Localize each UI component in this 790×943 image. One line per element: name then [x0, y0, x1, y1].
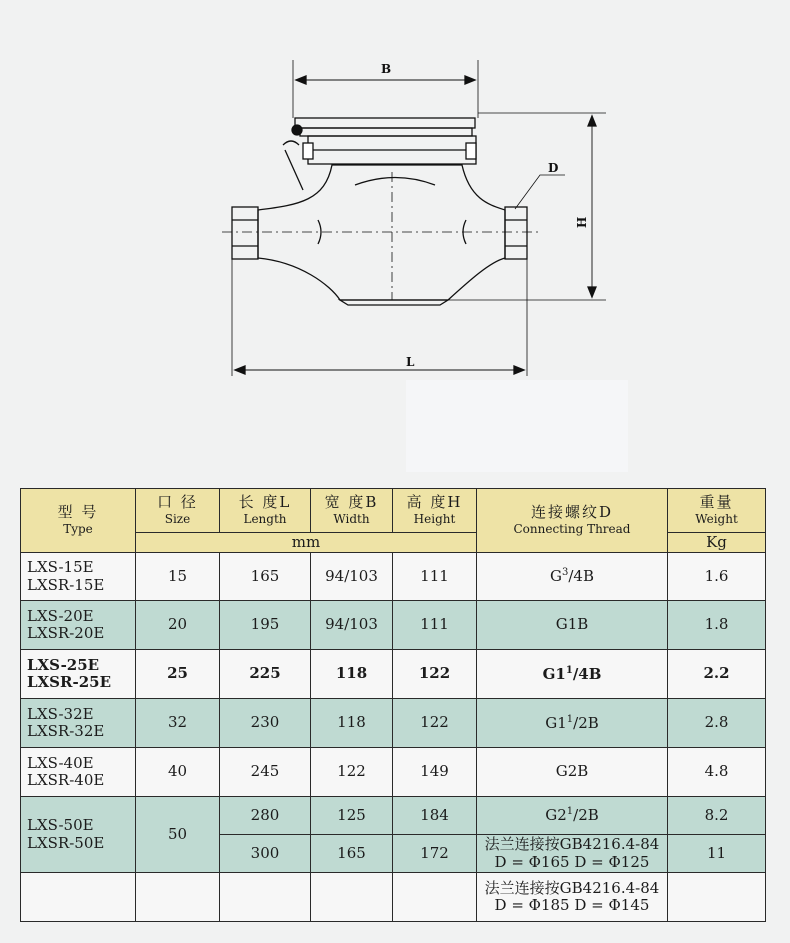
weight-cell: 2.2 [668, 650, 766, 699]
length-cell: 195 [220, 601, 311, 650]
table-row [21, 650, 766, 699]
weight-cell: 1.8 [668, 601, 766, 650]
thread-cell: G2B [477, 748, 668, 797]
thread-cell: $G^3/4B$ [477, 553, 668, 601]
type-cell: LXS-32E LXSR-32E [21, 699, 136, 748]
width-cell [311, 873, 393, 922]
length-cell: 165 [220, 553, 311, 601]
table-row [21, 873, 766, 922]
thread-cell: 法兰连接按GB4216.4-84 D = Φ165 D = Φ125 [477, 835, 668, 873]
size-cell: 50 [136, 797, 220, 873]
height-cell: 149 [393, 748, 477, 797]
table-row [21, 699, 766, 748]
dim-b-label: B [381, 62, 392, 76]
dim-d-label: D [548, 161, 559, 175]
height-cell: 172 [393, 835, 477, 873]
spec-table [20, 488, 766, 922]
length-cell: 230 [220, 699, 311, 748]
header-size: 口 径 Size [136, 489, 220, 533]
blank-patch [406, 380, 628, 472]
size-cell [136, 873, 220, 922]
header-thread: 连接螺纹D Connecting Thread [477, 489, 668, 553]
header-width: 宽 度B Width [311, 489, 393, 533]
dim-l-label: L [406, 355, 415, 369]
weight-cell: 1.6 [668, 553, 766, 601]
thread-cell: $G1^1/2B$ [477, 699, 668, 748]
size-cell: 40 [136, 748, 220, 797]
thread-cell: 法兰连接按GB4216.4-84 D = Φ185 D = Φ145 [477, 873, 668, 922]
dim-h-label: H [575, 216, 589, 228]
header-weight: 重量 Weight [668, 489, 766, 533]
length-cell: 245 [220, 748, 311, 797]
type-cell [21, 873, 136, 922]
width-cell: 118 [311, 650, 393, 699]
width-cell: 118 [311, 699, 393, 748]
height-cell: 111 [393, 601, 477, 650]
height-cell: 122 [393, 699, 477, 748]
header-type: 型 号 Type [21, 489, 136, 553]
thread-cell: $G2^1/2B$ [477, 797, 668, 835]
weight-cell: 11 [668, 835, 766, 873]
unit-mm: mm [136, 533, 477, 553]
thread-cell: $G1^1/4B$ [477, 650, 668, 699]
size-cell: 15 [136, 553, 220, 601]
table-row [21, 797, 766, 835]
table-row [21, 748, 766, 797]
table-row [21, 601, 766, 650]
width-cell: 165 [311, 835, 393, 873]
size-cell: 20 [136, 601, 220, 650]
table-row [21, 553, 766, 601]
height-cell: 184 [393, 797, 477, 835]
unit-kg: Kg [668, 533, 766, 553]
size-cell: 32 [136, 699, 220, 748]
thread-cell: G1B [477, 601, 668, 650]
type-cell: LXS-25E LXSR-25E [21, 650, 136, 699]
height-cell: 111 [393, 553, 477, 601]
weight-cell: 2.8 [668, 699, 766, 748]
width-cell: 94/103 [311, 601, 393, 650]
width-cell: 94/103 [311, 553, 393, 601]
header-height: 高 度H Height [393, 489, 477, 533]
type-cell: LXS-40E LXSR-40E [21, 748, 136, 797]
type-cell: LXS-15E LXSR-15E [21, 553, 136, 601]
length-cell: 225 [220, 650, 311, 699]
length-cell: 300 [220, 835, 311, 873]
length-cell: 280 [220, 797, 311, 835]
length-cell [220, 873, 311, 922]
height-cell: 122 [393, 650, 477, 699]
type-cell: LXS-50E LXSR-50E [21, 797, 136, 873]
size-cell: 25 [136, 650, 220, 699]
width-cell: 125 [311, 797, 393, 835]
weight-cell [668, 873, 766, 922]
header-length: 长 度L Length [220, 489, 311, 533]
weight-cell: 8.2 [668, 797, 766, 835]
height-cell [393, 873, 477, 922]
type-cell: LXS-20E LXSR-20E [21, 601, 136, 650]
width-cell: 122 [311, 748, 393, 797]
weight-cell: 4.8 [668, 748, 766, 797]
